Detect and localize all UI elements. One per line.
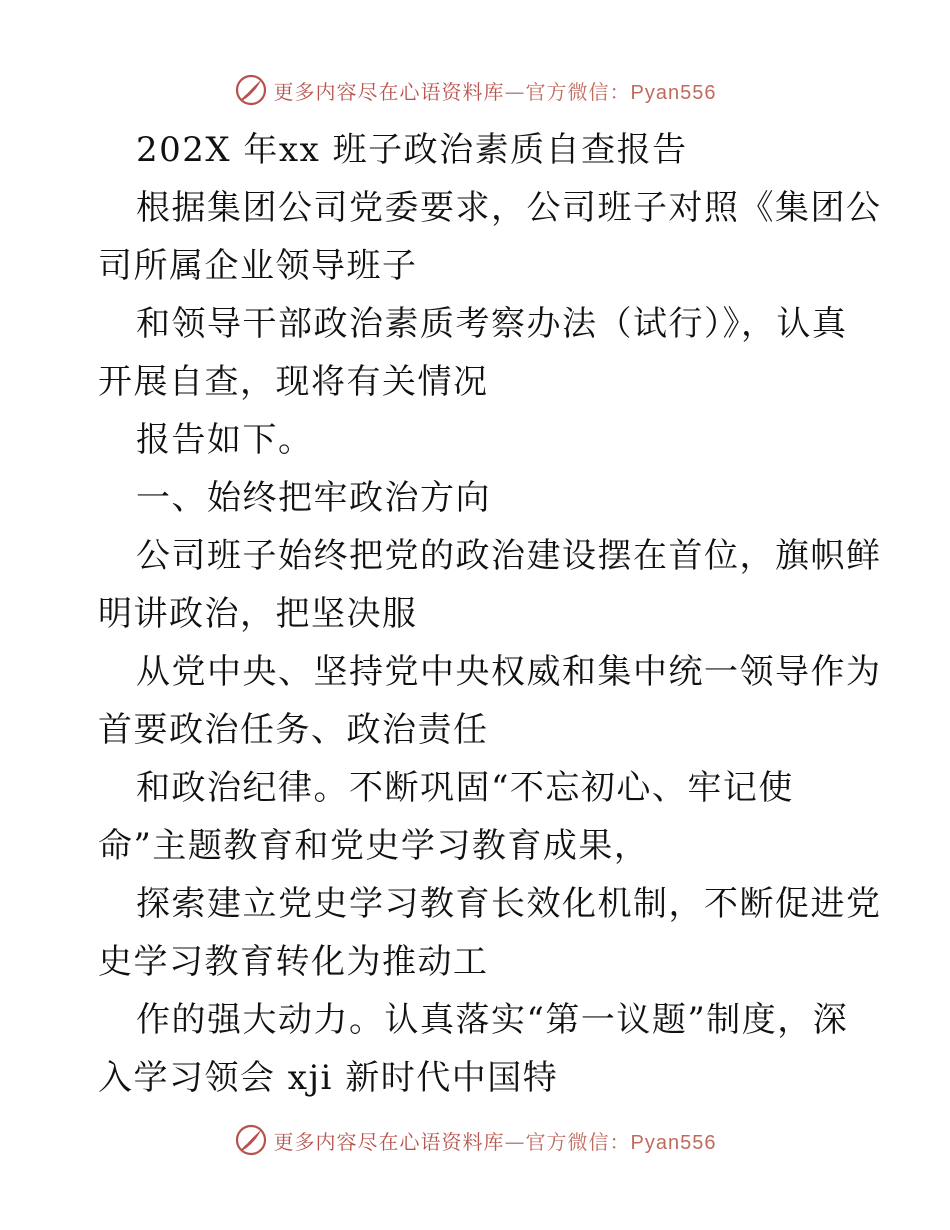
watermark-separator: —: [504, 1129, 526, 1154]
watermark-separator: —: [504, 79, 526, 104]
feather-pen-logo-icon: [234, 1123, 268, 1157]
text-line: 和领导干部政治素质考察办法（试行）》，认真: [136, 304, 848, 344]
document-title: 202X 年xx 班子政治素质自查报告: [136, 130, 688, 170]
feather-pen-logo-icon: [234, 73, 268, 107]
text-line: 明讲政治，把坚决服: [98, 594, 418, 634]
watermark-main-text: 更多内容尽在心语资料库: [273, 1129, 505, 1154]
text-line: 史学习教育转化为推动工: [98, 942, 489, 982]
text-line: 入学习领会 xji 新时代中国特: [98, 1058, 559, 1098]
watermark-wechat-id: Pyan556: [630, 1131, 717, 1154]
text-line: 开展自查，现将有关情况: [98, 362, 489, 402]
text-line: 作的强大动力。认真落实“第一议题”制度，深: [136, 1000, 849, 1040]
document-body: [98, 121, 882, 1107]
text-line: 司所属企业领导班子: [98, 246, 418, 286]
watermark-sub-text: 官方微信：: [525, 1129, 631, 1154]
text-line: 命”主题教育和党史学习教育成果，: [98, 826, 650, 866]
text-line: 一、始终把牢政治方向: [136, 478, 491, 518]
text-line: 报告如下。: [136, 420, 314, 460]
text-line: 首要政治任务、政治责任: [98, 710, 489, 750]
text-line: 公司班子始终把党的政治建设摆在首位，旗帜鲜: [136, 536, 882, 576]
header-watermark: [0, 70, 950, 110]
text-line: 和政治纪律。不断巩固“不忘初心、牢记使: [136, 768, 794, 808]
text-line: 从党中央、坚持党中央权威和集中统一领导作为: [136, 652, 882, 692]
watermark-main-text: 更多内容尽在心语资料库: [273, 79, 505, 104]
watermark-wechat-id: Pyan556: [630, 81, 717, 104]
text-line: 根据集团公司党委要求，公司班子对照《集团公: [136, 188, 882, 228]
watermark-sub-text: 官方微信：: [525, 79, 631, 104]
footer-watermark: [0, 1120, 950, 1160]
text-line: 探索建立党史学习教育长效化机制，不断促进党: [136, 884, 882, 924]
